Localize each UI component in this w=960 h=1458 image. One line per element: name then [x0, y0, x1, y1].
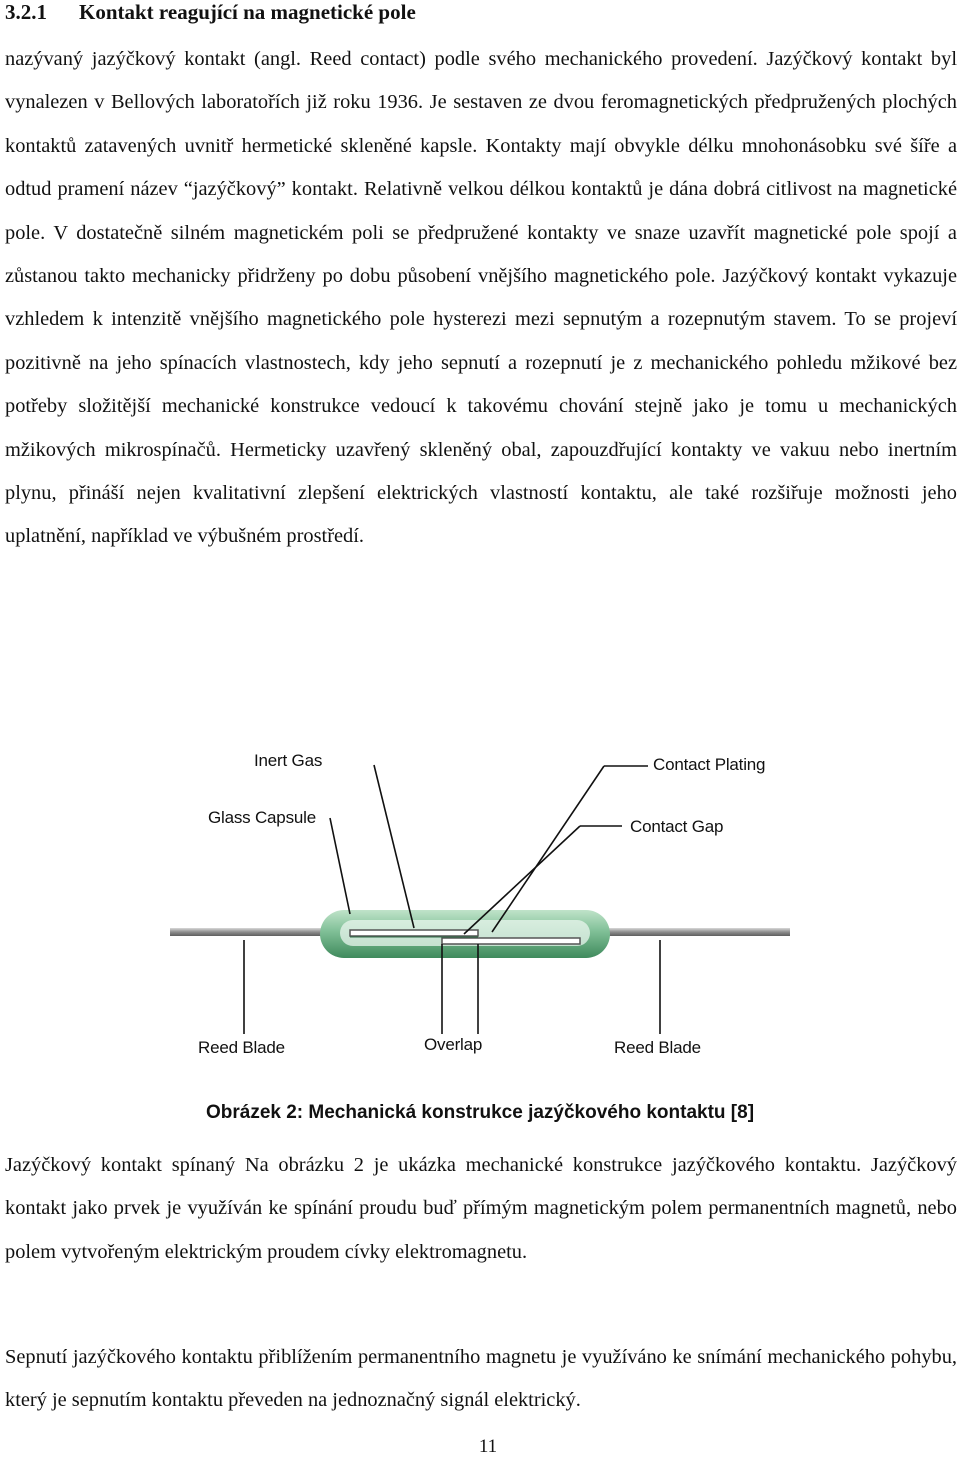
section-heading	[5, 0, 416, 25]
label-glass-capsule: Glass Capsule	[208, 808, 316, 827]
leader-glass-capsule	[330, 818, 350, 914]
label-contact-plating: Contact Plating	[653, 755, 766, 774]
right-lead-wire	[600, 928, 790, 936]
leader-contact-plating-down	[492, 766, 604, 932]
reed-blade-right-shape	[442, 938, 580, 944]
reed-blade-left-shape	[350, 930, 478, 936]
paragraph-text: Jazýčkový kontakt spínaný Na obrázku 2 je ukázka mechanické konstrukce jazýčkového kontaktu. Jazýčkový kontakt jako prvek je využíván ke spínání proudu buď přímým magnetickým polem permanentních magnetů, nebo polem vytvořeným elektrickým proudem cívky elektromagnetu.	[5, 1154, 957, 1263]
section-number: 3.2.1	[5, 0, 47, 24]
label-reed-blade-right: Reed Blade	[614, 1038, 701, 1057]
leader-lines	[244, 765, 660, 1034]
left-lead-wire	[170, 928, 330, 936]
label-overlap: Overlap	[424, 1035, 483, 1054]
label-inert-gas: Inert Gas	[254, 751, 323, 770]
paragraph-text: nazývaný jazýčkový kontakt (angl. Reed contact) podle svého mechanického provedení. Jazýčkový kontakt byl vynalezen v Bellových laboratořích již roku 1936. Je sestaven ze dvou feromagnetických předpružených plochých kontaktů zatavených uvnitř hermetické skleněné kapsle. Kontakty mají obvykle délku mnohonásobku své šíře a odtud pramení název “jazýčkový” kontakt. Relativně velkou délkou kontaktů je dána dobrá citlivost na magnetické pole. V dostatečně silném magnetickém poli se předpružené kontakty ve snaze uzavřít magnetické pole spojí a zůstanou takto mechanicky přidrženy po dobu působení vnějšího magnetického pole. Jazýčkový kontakt vykazuje vzhledem k intenzitě vnějšího magnetického pole hysterezi mezi sepnutým a rozepnutým stavem. To se projeví pozitivně na jeho spínacích vlastnostech, kdy jeho sepnutí a rozepnutí je z mechanického pohledu mžikové bez potřeby složitější mechanické konstrukce vedoucí k takovému chování stejně jako je tomu u mechanických mžikových mikrospínačů. Hermeticky uzavřený skleněný obal, zapouzdřující kontakty ve vakuu nebo inertním plynu, přináší nejen kvalitativní zlepšení elektrických vlastností kontaktu, ale také rozšiřuje možnosti jeho uplatnění, například ve výbušném prostředí.	[5, 48, 957, 548]
paragraph-intro	[5, 38, 957, 559]
section-title: Kontakt reagující na magnetické pole	[79, 0, 416, 24]
paragraph-magnet-sensing	[5, 1336, 957, 1423]
paragraph-figure-reference	[5, 1144, 957, 1274]
label-reed-blade-left: Reed Blade	[198, 1038, 285, 1057]
figure-caption: Obrázek 2: Mechanická konstrukce jazýčkového kontaktu [8]	[205, 1102, 755, 1123]
page-number: 11	[478, 1436, 498, 1457]
label-contact-gap: Contact Gap	[630, 817, 724, 836]
reed-contact-figure	[160, 716, 800, 1078]
leader-inert-gas	[374, 765, 414, 928]
reed-contact-diagram	[160, 716, 800, 1078]
paragraph-text: Sepnutí jazýčkového kontaktu přiblížením permanentního magnetu je využíváno ke snímání mechanického pohybu, který je sepnutím kontaktu převeden na jednoznačný signál elektrický.	[5, 1346, 957, 1412]
